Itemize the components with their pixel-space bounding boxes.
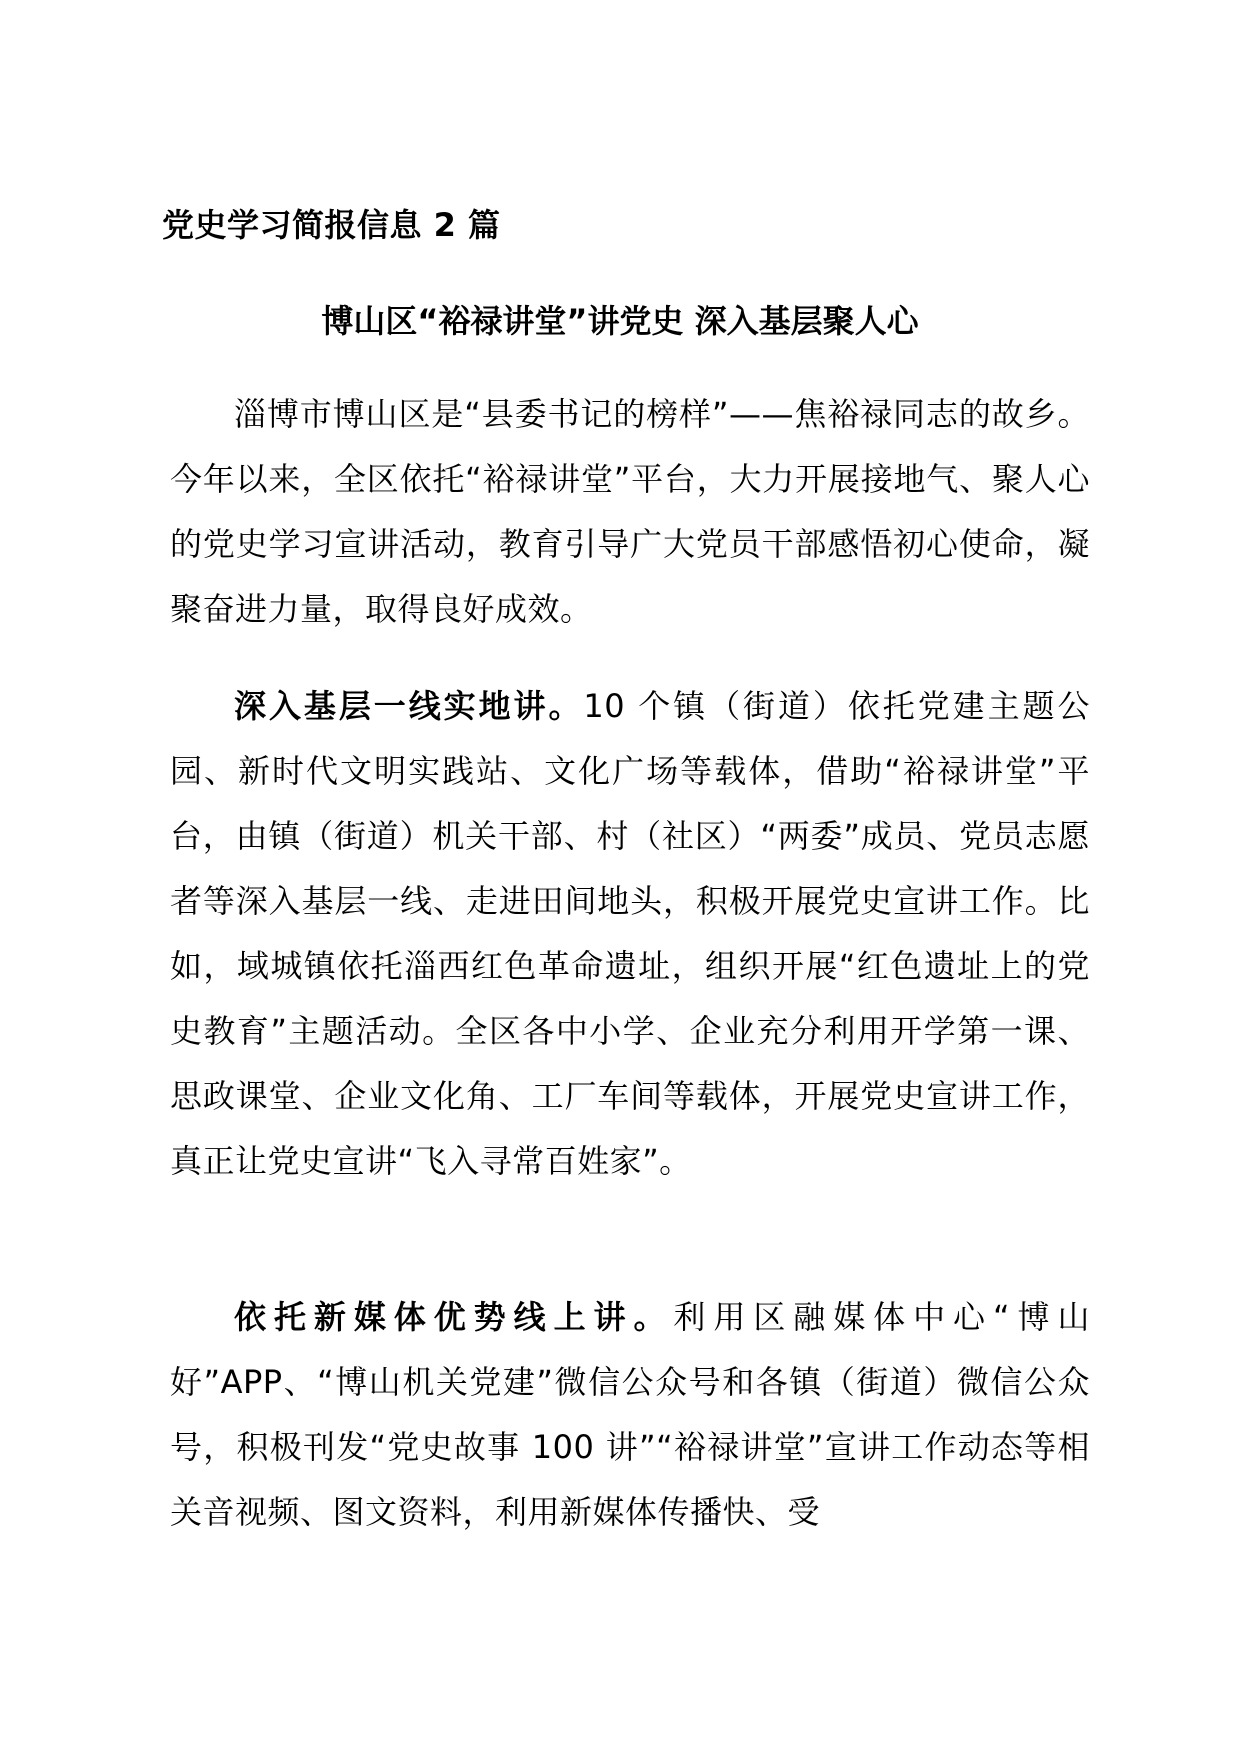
paragraph-lead: 依托新媒体优势线上讲。 (234, 1298, 674, 1336)
document-title: 党史学习简报信息 2 篇 (162, 206, 501, 244)
paragraph-text: 淄博市博山区是“县委书记的榜样”——焦裕禄同志的故乡。今年以来，全区依托“裕禄讲堂”平台，大力开展接地气、聚人心的党史学习宣讲活动，教育引导广大党员干部感悟初心使命，凝聚奋进力量，取得良好成效。 (170, 395, 1090, 628)
paragraph-lead: 深入基层一线实地讲。 (234, 687, 584, 725)
paragraph-text: 10 个镇（街道）依托党建主题公园、新时代文明实践站、文化广场等载体，借助“裕禄讲堂”平台，由镇（街道）机关干部、村（社区）“两委”成员、党员志愿者等深入基层一线、走进田间地头，积极开展党史宣讲工作。比如，域城镇依托淄西红色革命遗址，组织开展“红色遗址上的党史教育”主题活动。全区各中小学、企业充分利用开学第一课、思政课堂、企业文化角、工厂车间等载体，开展党史宣讲工作，真正让党史宣讲“飞入寻常百姓家”。 (170, 687, 1090, 1180)
article-title: 博山区“裕禄讲堂”讲党史 深入基层聚人心 (321, 302, 919, 340)
paragraph-text: 利用区融媒体中心“博山好”APP、“博山机关党建”微信公众号和各镇（街道）微信公众号，积极刊发“党史故事 100 讲”“裕禄讲堂”宣讲工作动态等相关音视频、图文资料，利用新媒体传播快、受 (170, 1298, 1090, 1531)
paragraph-new-media (170, 1285, 1090, 1545)
paragraph-intro (170, 382, 1090, 642)
paragraph-grassroots (170, 674, 1090, 1194)
